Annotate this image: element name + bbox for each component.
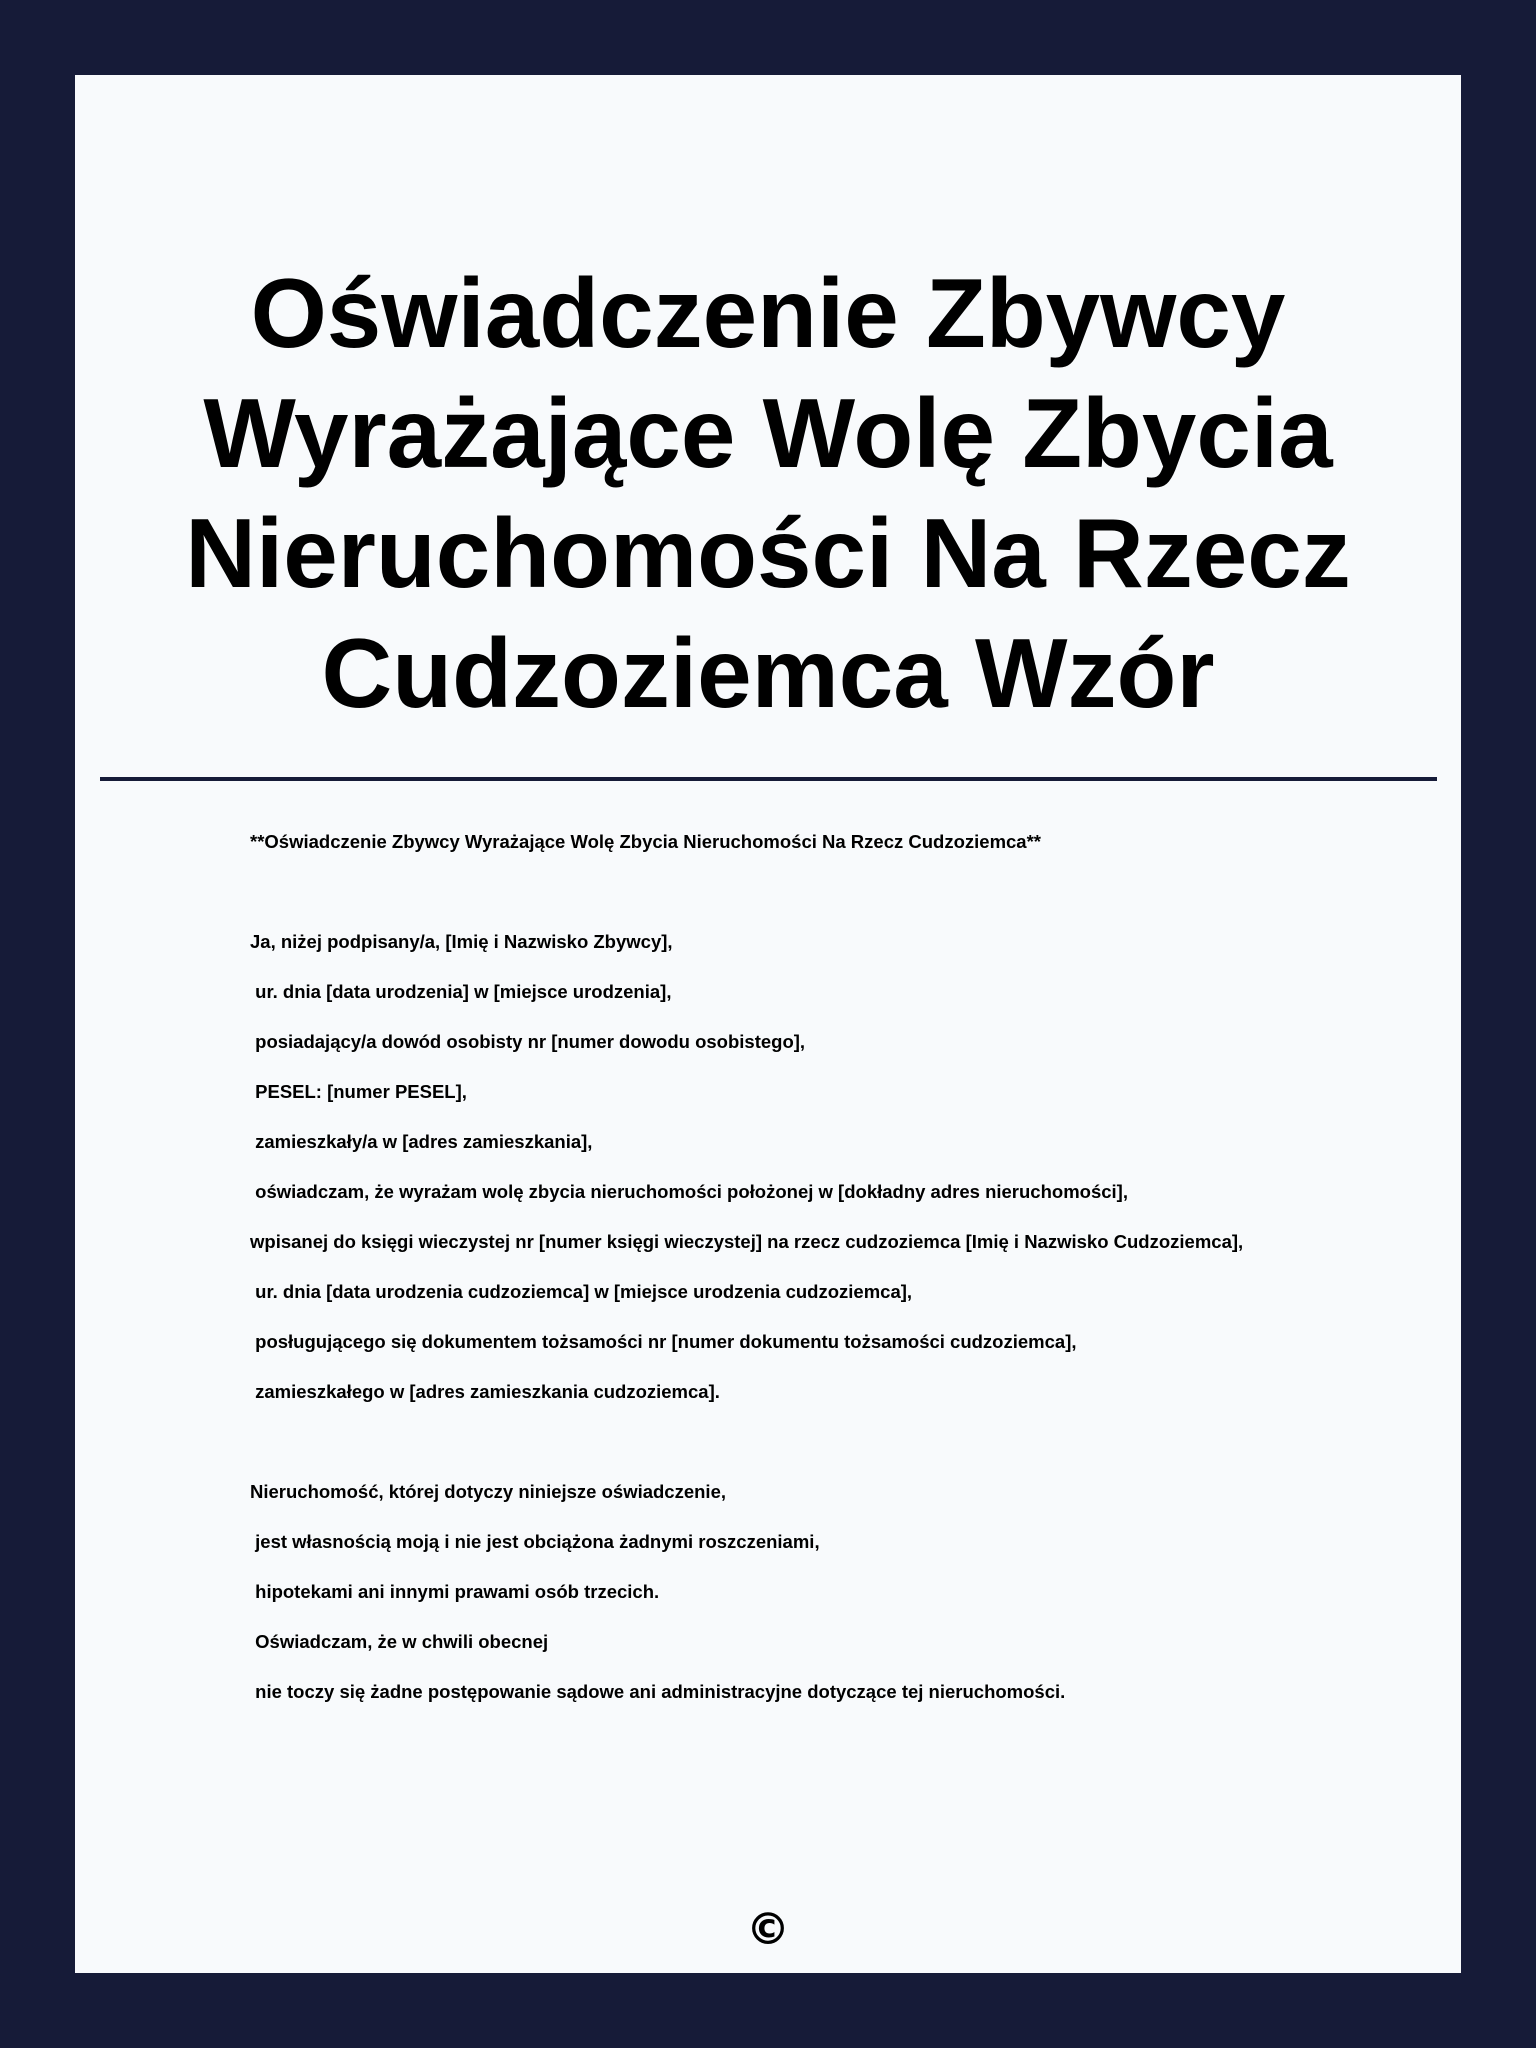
- body-line: posługującego się dokumentem tożsamości nr [numer dokumentu tożsamości cudzoziemca],: [250, 1331, 1077, 1352]
- body-line: ur. dnia [data urodzenia cudzoziemca] w [miejsce urodzenia cudzoziemca],: [250, 1281, 913, 1302]
- body-line: jest własnością moją i nie jest obciążona żadnymi roszczeniami,: [250, 1531, 820, 1552]
- body-line: ur. dnia [data urodzenia] w [miejsce urodzenia],: [250, 981, 672, 1002]
- title-divider: [100, 777, 1437, 781]
- paragraph-property-status: [250, 1480, 1261, 1704]
- body-heading: **Oświadczenie Zbywcy Wyrażające Wolę Zbycia Nieruchomości Na Rzecz Cudzoziemca**: [250, 831, 1041, 852]
- copyright-symbol: ©: [746, 1904, 790, 1955]
- body-line: zamieszkały/a w [adres zamieszkania],: [250, 1131, 593, 1152]
- body-line: posiadający/a dowód osobisty nr [numer dowodu osobistego],: [250, 1031, 806, 1052]
- spacer: [250, 880, 1261, 930]
- body-line: Ja, niżej podpisany/a, [Imię i Nazwisko Zbywcy],: [250, 931, 673, 952]
- paragraph-seller-declaration: [250, 930, 1261, 1404]
- body-line: Nieruchomość, której dotyczy niniejsze oświadczenie,: [250, 1481, 727, 1502]
- body-line: hipotekami ani innymi prawami osób trzecich.: [250, 1581, 660, 1602]
- document-title: Oświadczenie Zbywcy Wyrażające Wolę Zbycia Nieruchomości Na Rzecz Cudzoziemca Wzór: [185, 258, 1351, 728]
- body-line: nie toczy się żadne postępowanie sądowe ani administracyjne dotyczące tej nieruchomości.: [250, 1681, 1066, 1702]
- body-line: wpisanej do księgi wieczystej nr [numer księgi wieczystej] na rzecz cudzoziemca [Imię i Nazwisko Cudzoziemca],: [250, 1231, 1244, 1252]
- body-line: oświadczam, że wyrażam wolę zbycia nieruchomości położonej w [dokładny adres nieruchomości],: [250, 1181, 1128, 1202]
- spacer: [250, 1430, 1261, 1480]
- body-line: PESEL: [numer PESEL],: [250, 1081, 467, 1102]
- body-line: Oświadczam, że w chwili obecnej: [250, 1631, 549, 1652]
- document-body: [250, 830, 1261, 1730]
- document-page: [75, 75, 1461, 1973]
- body-line: zamieszkałego w [adres zamieszkania cudzoziemca].: [250, 1381, 720, 1402]
